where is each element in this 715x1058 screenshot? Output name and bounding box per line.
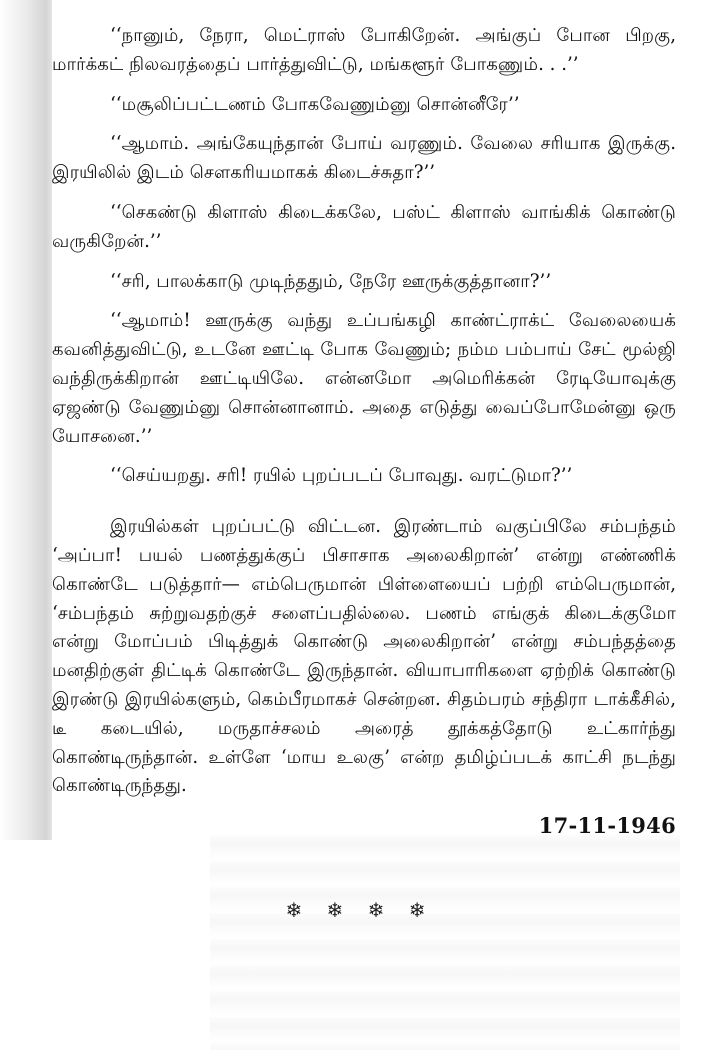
dialogue-paragraph-2: ‘‘மசூலிப்பட்டணம் போகவேணும்னு சொன்னீரே’’: [110, 93, 520, 115]
scan-shadow-edge: [0, 0, 52, 840]
dialogue-paragraph-3: ‘‘ஆமாம். அங்கேயுந்தான் போய் வரணும். வேலை சரியாக இருக்கு. இரயிலில் இடம் சௌகரியமாகக் கிடைச்சுதா?’’: [52, 133, 676, 184]
dialogue-paragraph-5: ‘‘சரி, பாலக்காடு முடிந்ததும், நேரே ஊருக்குத்தானா?’’: [110, 270, 552, 292]
chapter-date: 17-11-1946: [538, 813, 676, 839]
narrative-paragraph: இரயில்கள் புறப்பட்டு விட்டன. இரண்டாம் வகுப்பிலே சம்பந்தம் ‘அப்பா! பயல் பணத்துக்குப் பிசாசாக அலைகிறான்’ என்று எண்ணிக் கொண்டே படுத்தார்— எம்பெருமான் பிள்ளையைப் பற்றி எம்பெருமான், ‘சம்பந்தம் சுற்றுவதற்குச் சளைப்பதில்லை. பணம் எங்குக் கிடைக்குமோ என்று மோப்பம் பிடித்துக் கொண்டு அலைகிறான்’ என்று சம்பந்தத்தை மனதிற்குள் திட்டிக் கொண்டே இருந்தான். வியாபாரிகளை ஏற்றிக் கொண்டு இரண்டு இரயில்களும், கெம்பீரமாகச் சென்றன. சிதம்பரம் சந்திரா டாக்கீசில், டீ கடையில், மருதாச்சலம் அரைத் தூக்கத்தோடு உட்கார்ந்து கொண்டிருந்தான். உள்ளே ‘மாய உலகு’ என்ற தமிழ்ப்படக் காட்சி நடந்து கொண்டிருந்தது.: [52, 516, 676, 797]
dialogue-paragraph-1: ‘‘நானும், நேரா, மெட்ராஸ் போகிறேன். அங்குப் போன பிறகு, மார்க்கட் நிலவரத்தைப் பார்த்துவிட்டு, மங்களூர் போகணும். . .’’: [52, 25, 676, 75]
reverse-side-bleed-through: [210, 835, 680, 1050]
book-page: [52, 22, 676, 841]
dialogue-paragraph-7: ‘‘செய்யறது. சரி! ரயில் புறப்படப் போவுது. வரட்டுமா?’’: [110, 465, 573, 487]
dialogue-paragraph-4: ‘‘செகண்டு கிளாஸ் கிடைக்கலே, பஸ்ட் கிளாஸ் வாங்கிக் கொண்டு வருகிறேன்.’’: [52, 201, 676, 252]
dialogue-paragraph-6: ‘‘ஆமாம்! ஊருக்கு வந்து உப்பங்கழி காண்ட்ராக்ட் வேலையைக் கவனித்துவிட்டு, உடனே ஊட்டி போக வேணும்; நம்ம பம்பாய் சேட் மூல்ஜி வந்திருக்கிறான் ஊட்டியிலே. என்னமோ அமெரிக்கன் ரேடியோவுக்கு ஏஜண்டு வேணும்னு சொன்னானாம். அதை எடுத்து வைப்போமேன்னு ஒரு யோசனை.’’: [52, 310, 676, 447]
section-separator-snowflakes: ❄ ❄ ❄ ❄: [285, 898, 435, 922]
